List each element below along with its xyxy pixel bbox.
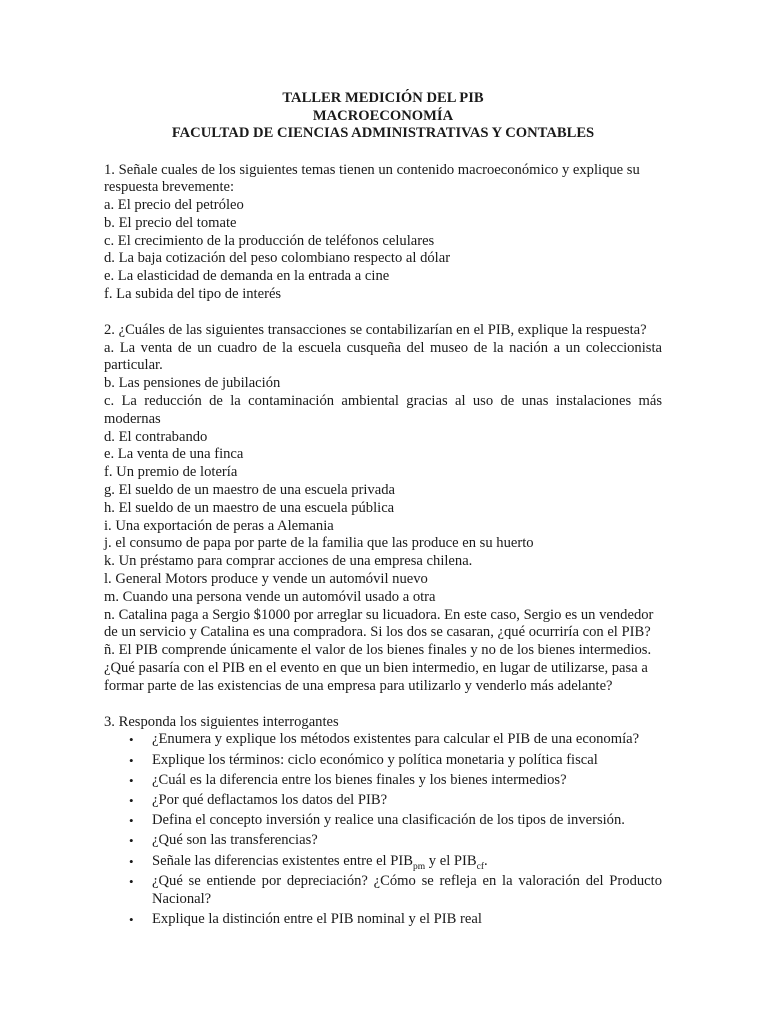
subscript-pm: pm bbox=[412, 861, 426, 872]
bullet-text: ¿Qué son las transferencias? bbox=[152, 832, 318, 849]
title-line-3: FACULTAD DE CIENCIAS ADMINISTRATIVAS Y CONTABLES bbox=[171, 125, 595, 141]
question-3-bullet bbox=[104, 752, 662, 770]
bullet-dot-icon: • bbox=[129, 792, 134, 808]
question-3-bullet bbox=[104, 832, 662, 850]
question-2-item: f. Un premio de lotería bbox=[104, 464, 238, 481]
question-3-bullet bbox=[104, 812, 662, 830]
bullet-text: ¿Cuál es la diferencia entre los bienes finales y los bienes intermedios? bbox=[152, 771, 567, 788]
question-1-item: b. El precio del tomate bbox=[104, 214, 237, 231]
question-1 bbox=[104, 162, 662, 304]
question-3-bullet bbox=[104, 792, 662, 810]
question-3-bullet bbox=[104, 911, 662, 929]
bullet-dot-icon: • bbox=[129, 813, 134, 829]
question-3-list bbox=[104, 731, 662, 928]
question-2-item: k. Un préstamo para comprar acciones de una empresa chilena. bbox=[104, 553, 473, 570]
bullet-text: ¿Qué se entiende por depreciación? ¿Cómo se refleja en la valoración del Producto Nacional? bbox=[152, 872, 662, 907]
bullet-dot-icon: • bbox=[129, 911, 134, 927]
question-2-item: h. El sueldo de un maestro de una escuela pública bbox=[104, 499, 395, 516]
question-2-item: ñ. El PIB comprende únicamente el valor de los bienes finales y no de los bienes intermedios. ¿Qué pasaría con el PIB en el evento en que un bien intermedio, en lugar de utilizarse, pasa a formar parte de las existencias de una empresa para utilizarlo y venderlo más adelante? bbox=[104, 642, 652, 694]
bullet-text-after: . bbox=[484, 852, 488, 869]
question-2-item: j. el consumo de papa por parte de la familia que las produce en su huerto bbox=[104, 535, 534, 552]
question-1-item: d. La baja cotización del peso colombiano respecto al dólar bbox=[104, 250, 451, 267]
document-heading bbox=[104, 90, 662, 143]
question-2-item: d. El contrabando bbox=[104, 428, 208, 445]
bullet-text-before: Señale las diferencias existentes entre el PIB bbox=[152, 852, 413, 869]
question-1-prompt-line-2: respuesta brevemente: bbox=[104, 179, 235, 196]
question-2 bbox=[104, 322, 662, 696]
question-1-item: f. La subida del tipo de interés bbox=[104, 286, 282, 303]
bullet-dot-icon: • bbox=[129, 732, 134, 748]
question-1-item: c. El crecimiento de la producción de teléfonos celulares bbox=[104, 232, 435, 249]
question-2-item: i. Una exportación de peras a Alemania bbox=[104, 517, 334, 534]
bullet-text: ¿Por qué deflactamos los datos del PIB? bbox=[152, 791, 388, 808]
question-1-prompt-line-1: 1. Señale cuales de los siguientes temas tienen un contenido macroeconómico y explique su bbox=[104, 161, 640, 178]
bullet-dot-icon: • bbox=[129, 833, 134, 849]
bullet-dot-icon: • bbox=[129, 873, 134, 889]
document-page bbox=[104, 90, 662, 931]
subscript-cf: cf bbox=[476, 861, 484, 872]
bullet-dot-icon: • bbox=[129, 772, 134, 788]
bullet-text: Explique la distinción entre el PIB nominal y el PIB real bbox=[152, 910, 482, 927]
question-3-bullet bbox=[104, 873, 662, 909]
bullet-text: ¿Enumera y explique los métodos existentes para calcular el PIB de una economía? bbox=[152, 731, 640, 748]
bullet-text-mid: y el PIB bbox=[425, 852, 477, 869]
question-2-item: a. La venta de un cuadro de la escuela cusqueña del museo de la nación a un coleccionista particular. bbox=[104, 339, 662, 374]
bullet-text: Defina el concepto inversión y realice una clasificación de los tipos de inversión. bbox=[152, 812, 625, 829]
question-3-bullet bbox=[104, 731, 662, 749]
question-2-item: b. Las pensiones de jubilación bbox=[104, 375, 281, 392]
bullet-dot-icon: • bbox=[129, 752, 134, 768]
question-3-prompt: 3. Responda los siguientes interrogantes bbox=[104, 713, 339, 730]
question-1-item: a. El precio del petróleo bbox=[104, 197, 244, 214]
question-2-item: m. Cuando una persona vende un automóvil usado a otra bbox=[104, 588, 436, 605]
title-line-2: MACROECONOMÍA bbox=[312, 107, 454, 124]
bullet-dot-icon: • bbox=[129, 853, 134, 869]
question-3-bullet bbox=[104, 853, 662, 871]
question-1-item: e. La elasticidad de demanda en la entrada a cine bbox=[104, 268, 390, 285]
question-3-bullet bbox=[104, 772, 662, 790]
question-2-item: l. General Motors produce y vende un automóvil nuevo bbox=[104, 571, 428, 588]
question-3 bbox=[104, 714, 662, 929]
bullet-text: Explique los términos: ciclo económico y política monetaria y política fiscal bbox=[152, 751, 598, 768]
question-2-item: g. El sueldo de un maestro de una escuela privada bbox=[104, 482, 395, 499]
question-2-item: e. La venta de una finca bbox=[104, 446, 244, 463]
question-2-item: c. La reducción de la contaminación ambiental gracias al uso de unas instalaciones más modernas bbox=[104, 393, 662, 427]
title-line-1: TALLER MEDICIÓN DEL PIB bbox=[282, 90, 484, 106]
question-2-item: n. Catalina paga a Sergio $1000 por arreglar su licuadora. En este caso, Sergio es un vendedor de un servicio y Catalina es una compradora. Si los dos se casaran, ¿qué ocurriría con el PIB? bbox=[104, 606, 654, 641]
question-2-prompt: 2. ¿Cuáles de las siguientes transacciones se contabilizarían en el PIB, explique la respuesta? bbox=[104, 321, 647, 338]
